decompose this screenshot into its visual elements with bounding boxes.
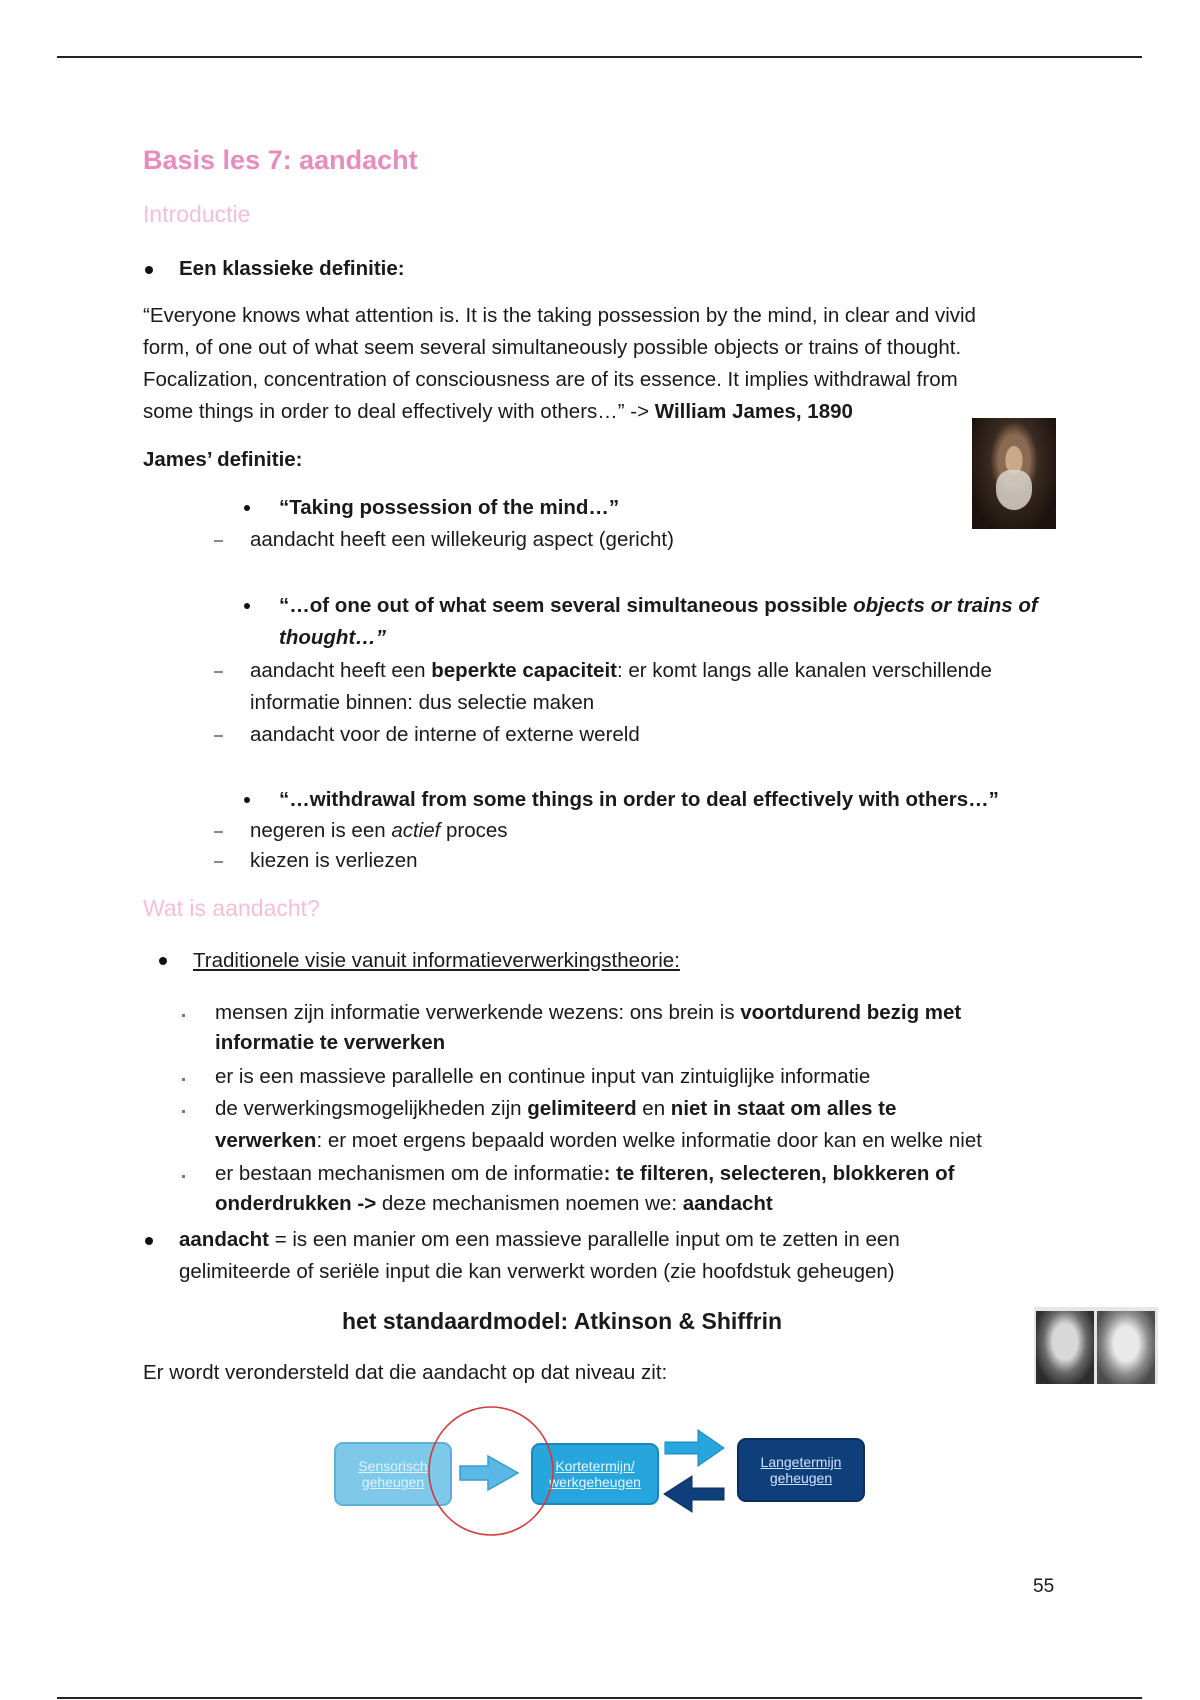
definition <box>179 1224 900 1256</box>
list-item-a: onderdrukken -> <box>215 1192 377 1215</box>
list-item-cont <box>215 1188 773 1220</box>
list-item-a: mensen zijn informatie verwerkende wezens: ons brein is <box>215 1001 741 1024</box>
bullet-quote-2 <box>279 590 1038 622</box>
dash-marker <box>214 735 223 737</box>
bullet-quote-2-cont: thought…” <box>279 626 387 649</box>
quote-line: “Everyone knows what attention is. It is the taking possession by the mind, in clear and vivid <box>143 304 976 327</box>
list-item-b: : te filteren, selecteren, blokkeren of <box>603 1162 955 1185</box>
list-item-b: voortdurend bezig met <box>740 1001 962 1024</box>
list-item-b: gelimiteerd <box>527 1097 637 1120</box>
sub-item: aandacht voor de interne of externe wereld <box>250 723 640 746</box>
bullet <box>244 505 250 511</box>
bullet <box>145 1237 153 1245</box>
sub-item-c: : er komt langs alle kanalen verschillende <box>616 659 992 682</box>
definition-text: = is een manier om een massieve parallelle input om te zetten in een <box>269 1228 900 1251</box>
dash-marker <box>214 540 223 542</box>
box-label-line: Sensorisch <box>358 1458 428 1474</box>
dash-marker <box>214 671 223 673</box>
list-item-a: er bestaan mechanismen om de informatie <box>215 1162 604 1185</box>
arrow-right-icon <box>460 1456 518 1490</box>
model-title: het standaardmodel: Atkinson & Shiffrin <box>342 1308 783 1334</box>
box-label-line: Kortetermijn/ <box>555 1458 635 1474</box>
box-label-line: werkgeheugen <box>549 1474 641 1490</box>
arrow-left-icon <box>664 1476 724 1512</box>
bullet-heading: Een klassieke definitie: <box>179 257 405 280</box>
model-intro: Er wordt verondersteld dat die aandacht op dat niveau zit: <box>143 1361 668 1384</box>
quote-last: some things in order to deal effectively with others…” -> <box>143 400 655 423</box>
quote-line <box>143 396 853 428</box>
bullet-quote-1: “Taking possession of the mind…” <box>279 496 620 519</box>
top-rule <box>57 56 1142 58</box>
sub-item-cont: informatie binnen: dus selectie maken <box>250 691 595 714</box>
sub-item: kiezen is verliezen <box>250 849 418 872</box>
page-number: 55 <box>1033 1576 1055 1597</box>
section-title-introductie: Introductie <box>143 201 251 227</box>
list-item-d: niet in staat om alles te <box>670 1097 897 1120</box>
quote-line: Focalization, concentration of consciousness are of its essence. It implies withdrawal from <box>143 368 958 391</box>
list-item: er is een massieve parallelle en continue input van zintuiglijke informatie <box>215 1065 871 1088</box>
atkinson-shiffrin-photo <box>1034 1307 1158 1384</box>
bullet-quote-3: “…withdrawal from some things in order to deal effectively with others…” <box>279 788 999 811</box>
bottom-rule <box>57 1697 1142 1699</box>
sub-item-b: beperkte capaciteit <box>431 659 617 682</box>
sub-item <box>250 815 508 847</box>
box-label-line: geheugen <box>769 1470 833 1486</box>
section-title-wat-is-aandacht: Wat is aandacht? <box>143 895 320 921</box>
list-item <box>215 1093 896 1125</box>
bullet <box>244 603 250 609</box>
sub-item-b: actief <box>391 819 441 842</box>
bullet-quote-2-a: “…of one out of what seem several simultaneous possible <box>279 594 854 617</box>
list-item <box>215 1158 954 1190</box>
bullet <box>145 266 153 274</box>
sub-item-a: negeren is een <box>250 819 392 842</box>
box-label-line: Langetermijn <box>760 1454 842 1470</box>
definition-term: aandacht <box>179 1228 269 1251</box>
james-heading: James’ definitie: <box>143 448 303 471</box>
sub-item <box>250 655 992 687</box>
quote-author: William James, 1890 <box>654 400 853 423</box>
sub-item-c: proces <box>440 819 508 842</box>
william-james-photo <box>972 418 1056 529</box>
list-item-a: verwerken <box>215 1129 317 1152</box>
definition-cont: gelimiteerde of seriële input die kan verwerkt worden (zie hoofdstuk geheugen) <box>179 1260 895 1283</box>
dash-marker <box>214 831 223 833</box>
tick-marker <box>182 1110 185 1113</box>
box-label-line: geheugen <box>361 1474 425 1490</box>
tick-marker <box>182 1078 185 1081</box>
list-item-c: en <box>636 1097 671 1120</box>
sub-item-a: aandacht heeft een <box>250 659 432 682</box>
quote-line: form, of one out of what seem several simultaneously possible objects or trains of thought. <box>143 336 962 359</box>
arrow-right-icon <box>665 1430 724 1466</box>
list-item-cont: informatie te verwerken <box>215 1031 446 1054</box>
list-item-b: deze mechanismen noemen we: <box>376 1192 683 1215</box>
bullet <box>159 957 167 965</box>
portrait-left <box>1036 1311 1094 1384</box>
list-item-a: de verwerkingsmogelijkheden zijn <box>215 1097 528 1120</box>
traditional-view: Traditionele visie vanuit informatieverwerkingstheorie: <box>193 949 680 972</box>
list-item-c: aandacht <box>682 1192 773 1215</box>
bullet <box>244 797 250 803</box>
list-item <box>215 997 961 1029</box>
list-item-cont <box>215 1125 982 1157</box>
tick-marker <box>182 1175 185 1178</box>
list-item-b: : er moet ergens bepaald worden welke informatie door kan en welke niet <box>316 1129 982 1152</box>
page-title: Basis les 7: aandacht <box>143 145 418 175</box>
bullet-quote-2-b: objects or trains of <box>853 594 1038 617</box>
sub-item: aandacht heeft een willekeurig aspect (gericht) <box>250 528 674 551</box>
dash-marker <box>214 861 223 863</box>
tick-marker <box>182 1014 185 1017</box>
portrait-right <box>1097 1311 1155 1384</box>
model-diagram-arrows <box>300 1400 900 1550</box>
